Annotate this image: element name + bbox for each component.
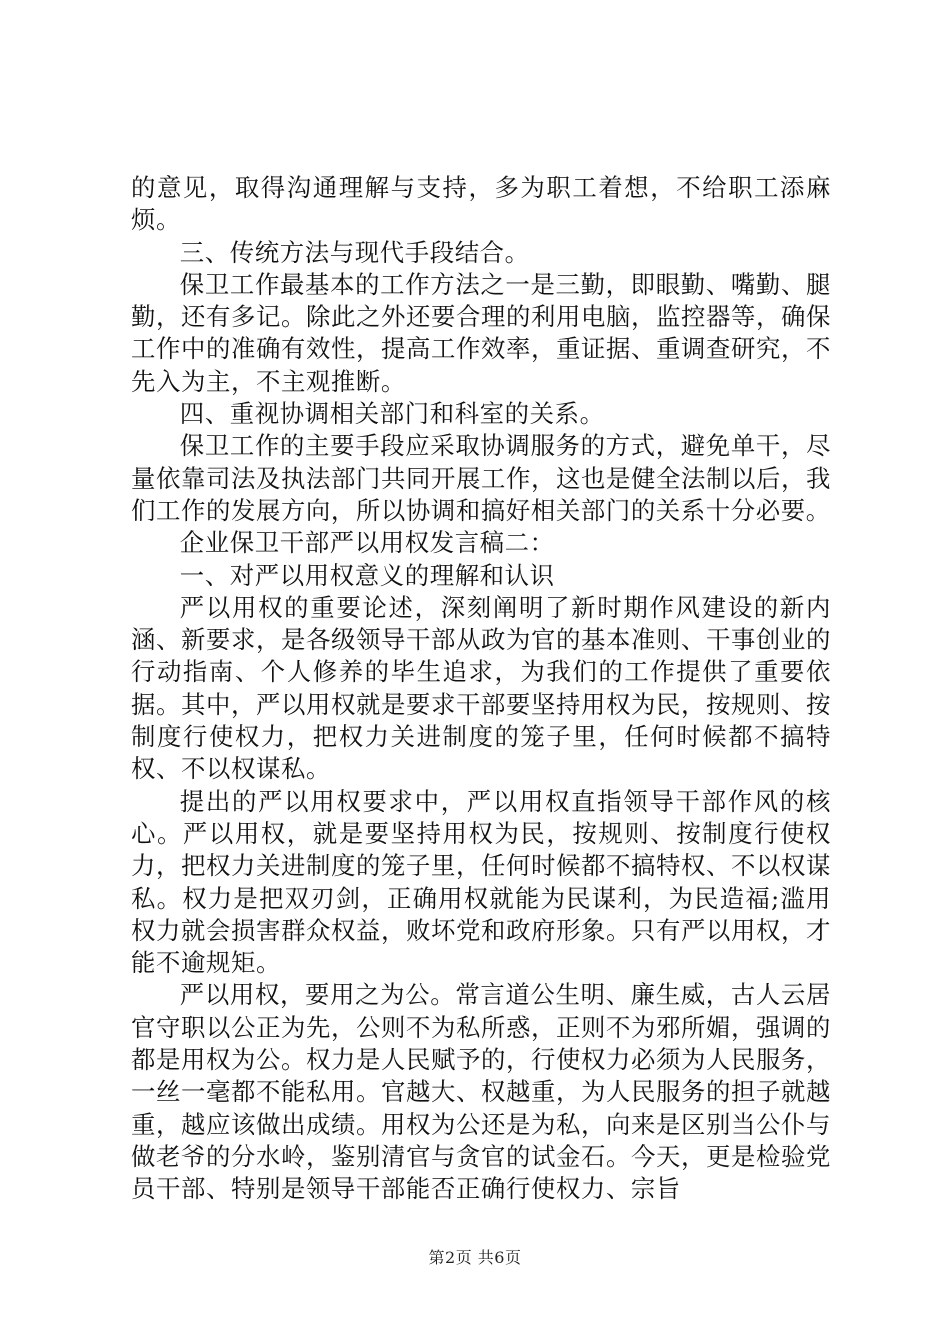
section-heading: 一、对严以用权意义的理解和认识 [179,560,555,590]
paragraph: 严以用权，要用之为公。常言道公生明、廉生威，古人云居官守职以公正为先，公则不为私所惑，正则不为邪所媚，强调的都是用权为公。权力是人民赋予的，行使权力必须为人民服务，一丝一毫都不能私用。官越大、权越重，为人民服务的担子就越重，越应该做出成绩。用权为公还是为私，向来是区别当公仆与做老爷的分水岭，鉴别清官与贪官的试金石。今天，更是检验党员干部、特别是领导干部能否正确行使权力、宗旨 [131,980,831,1204]
paragraph: 保卫工作最基本的工作方法之一是三勤，即眼勤、嘴勤、腿勤，还有多记。除此之外还要合理的利用电脑，监控器等，确保工作中的准确有效性，提高工作效率，重证据、重调查研究，不先入为主，不主观推断。 [131,269,831,396]
paragraph: 严以用权的重要论述，深刻阐明了新时期作风建设的新内涵、新要求，是各级领导干部从政为官的基本准则、干事创业的行动指南、个人修养的毕生追求，为我们的工作提供了重要依据。其中，严以用权就是要求干部要坚持用权为民，按规则、按制度行使权力，把权力关进制度的笼子里，任何时候都不搞特权、不以权谋私。 [131,592,831,784]
document-body [131,172,831,1206]
section-heading: 四、重视协调相关部门和科室的关系。 [179,399,605,429]
paragraph: 保卫工作的主要手段应采取协调服务的方式，避免单干，尽量依靠司法及执法部门共同开展工作，这也是健全法制以后，我们工作的发展方向，所以协调和搞好相关部门的关系十分必要。 [131,431,831,525]
page-number-footer: 第2页 共6页 [428,1248,522,1267]
paragraph: 的意见，取得沟通理解与支持，多为职工着想，不给职工添麻烦。 [131,173,831,235]
paragraph: 提出的严以用权要求中，严以用权直指领导干部作风的核心。严以用权，就是要坚持用权为民，按规则、按制度行使权力，把权力关进制度的笼子里，任何时候都不搞特权、不以权谋私。权力是把双刃剑，正确用权就能为民谋利，为民造福;滥用权力就会损害群众权益，败坏党和政府形象。只有严以用权，才能不逾规矩。 [131,786,831,978]
section-heading: 三、传统方法与现代手段结合。 [179,237,530,267]
document-subtitle: 企业保卫干部严以用权发言稿二： [179,528,555,558]
